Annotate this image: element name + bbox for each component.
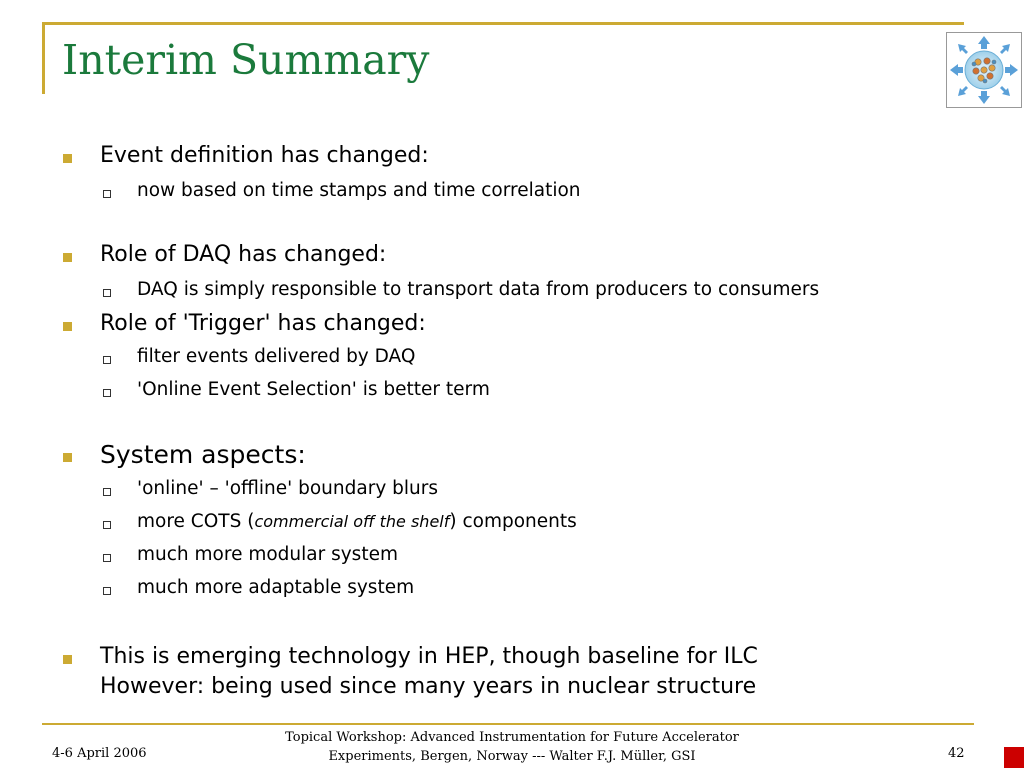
bullet-role-of-trigger: Role of 'Trigger' has changed: bbox=[100, 311, 426, 336]
cots-text-italic: commercial off the shelf bbox=[254, 512, 450, 531]
bullet-square-icon bbox=[63, 322, 72, 331]
sub-bullet-box-icon bbox=[103, 356, 111, 364]
bullet-role-of-daq: Role of DAQ has changed: bbox=[100, 242, 387, 267]
footer-event-line2: Experiments, Bergen, Norway --- Walter F.J. Müller, GSI bbox=[328, 749, 696, 764]
slide-title: Interim Summary bbox=[62, 36, 430, 84]
bullet-emerging-technology: This is emerging technology in HEP, though baseline for ILC bbox=[100, 644, 758, 669]
sub-bullet-adaptable: much more adaptable system bbox=[137, 577, 415, 598]
sub-bullet-box-icon bbox=[103, 190, 111, 198]
bullet-emerging-technology-line2: However: being used since many years in nuclear structure bbox=[100, 674, 757, 699]
bullet-square-icon bbox=[63, 154, 72, 163]
title-frame-top-rule bbox=[42, 22, 964, 25]
footer-event-info bbox=[262, 728, 762, 766]
bullet-square-icon bbox=[63, 655, 72, 664]
sub-bullet-box-icon bbox=[103, 289, 111, 297]
sub-bullet-online-event-selection: 'Online Event Selection' is better term bbox=[137, 379, 490, 400]
cots-text-before: more COTS ( bbox=[137, 511, 255, 532]
corner-accent-block bbox=[1004, 747, 1024, 768]
bullet-square-icon bbox=[63, 253, 72, 262]
sub-bullet-online-offline: 'online' – 'offline' boundary blurs bbox=[137, 478, 438, 499]
page-number: 42 bbox=[948, 746, 965, 761]
title-frame-left-rule bbox=[42, 22, 45, 94]
cots-text-after: ) components bbox=[449, 511, 577, 532]
sub-bullet-filter-events: filter events delivered by DAQ bbox=[137, 346, 416, 367]
sub-bullet-cots bbox=[137, 511, 577, 532]
sub-bullet-box-icon bbox=[103, 554, 111, 562]
footer-event-line1: Topical Workshop: Advanced Instrumentation for Future Accelerator bbox=[285, 730, 739, 745]
sub-bullet-box-icon bbox=[103, 587, 111, 595]
sub-bullet-modular: much more modular system bbox=[137, 544, 398, 565]
converging-arrows-particles-logo-icon bbox=[946, 32, 1022, 108]
sub-bullet-daq-transport: DAQ is simply responsible to transport data from producers to consumers bbox=[137, 279, 820, 300]
sub-bullet-box-icon bbox=[103, 521, 111, 529]
bullet-event-definition: Event definition has changed: bbox=[100, 143, 429, 168]
bullet-system-aspects: System aspects: bbox=[100, 440, 306, 469]
sub-bullet-time-stamps: now based on time stamps and time correlation bbox=[137, 180, 581, 201]
sub-bullet-box-icon bbox=[103, 488, 111, 496]
sub-bullet-box-icon bbox=[103, 389, 111, 397]
footer-rule bbox=[42, 723, 974, 725]
footer-date: 4-6 April 2006 bbox=[52, 746, 147, 761]
bullet-square-icon bbox=[63, 453, 72, 462]
